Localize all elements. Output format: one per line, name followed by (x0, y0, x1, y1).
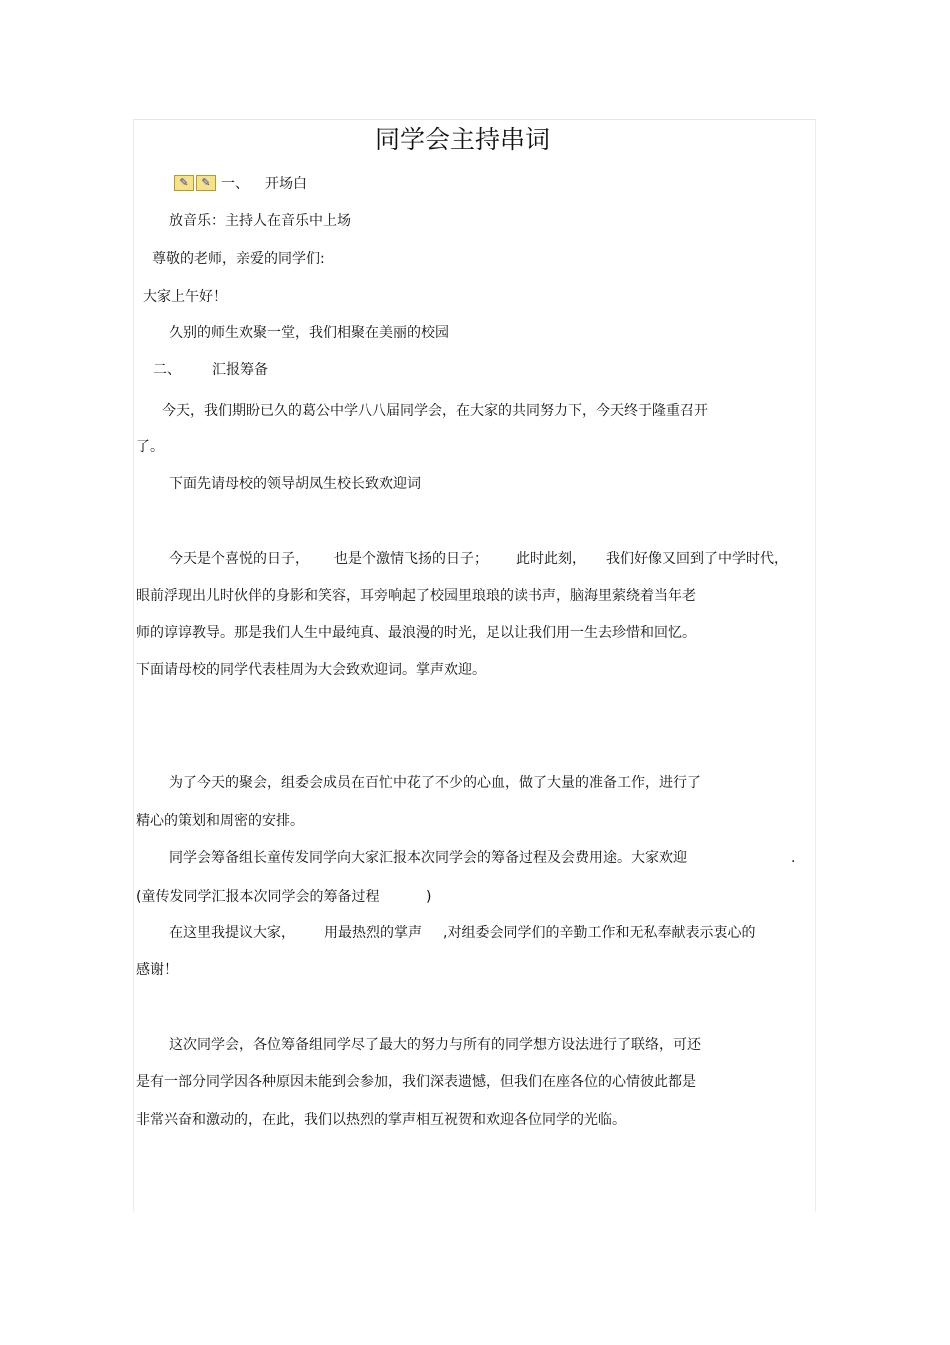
paragraph: 放音乐：主持人在音乐中上场 (169, 213, 351, 229)
paragraph: ) (426, 889, 432, 905)
icon-group (174, 175, 216, 191)
paragraph: 非常兴奋和激动的，在此，我们以热烈的掌声相互祝贺和欢迎各位同学的光临。 (136, 1112, 626, 1128)
section-heading: 开场白 (265, 176, 307, 192)
paragraph: 师的谆谆教导。那是我们人生中最纯真、最浪漫的时光，足以让我们用一生去珍惜和回忆。 (136, 625, 696, 641)
paragraph: 下面先请母校的领导胡凤生校长致欢迎词 (169, 476, 421, 492)
paragraph: 为了今天的聚会，组委会成员在百忙中花了不少的心血，做了大量的准备工作，进行了 (169, 775, 701, 791)
paragraph: 这次同学会，各位筹备组同学尽了最大的努力与所有的同学想方设法进行了联络，可还 (169, 1037, 701, 1053)
paragraph: 今天，我们期盼已久的葛公中学八八届同学会，在大家的共同努力下，今天终于隆重召开 (162, 403, 708, 419)
section-number: 二、 (153, 362, 181, 378)
paragraph: (童传发同学汇报本次同学会的筹备过程 (136, 889, 380, 905)
paragraph: 用最热烈的掌声 (324, 925, 422, 941)
paragraph: 感谢！ (136, 962, 178, 978)
attachment-icon[interactable]: ✎ (174, 175, 194, 191)
paragraph: 在这里我提议大家， (169, 925, 295, 941)
paragraph: 了。 (136, 439, 164, 455)
paragraph: 眼前浮现出儿时伙伴的身影和笑容，耳旁响起了校园里琅琅的读书声，脑海里萦绕着当年老 (136, 588, 696, 604)
paragraph: 精心的策划和周密的安排。 (136, 813, 304, 829)
paragraph: . (791, 850, 796, 866)
paragraph: 同学会筹备组长童传发同学向大家汇报本次同学会的筹备过程及会费用途。大家欢迎 (169, 850, 687, 866)
paragraph: ,对组委会同学们的辛勤工作和无私奉献表示衷心的 (443, 925, 756, 941)
section-heading: 汇报筹备 (212, 362, 268, 378)
paragraph: 久别的师生欢聚一堂，我们相聚在美丽的校园 (169, 325, 449, 341)
paragraph: 今天是个喜悦的日子， (169, 551, 309, 567)
section-number: 一、 (221, 176, 249, 192)
paragraph: 大家上午好！ (143, 289, 227, 305)
paragraph: 我们好像又回到了中学时代， (606, 551, 788, 567)
paragraph: 也是个激情飞扬的日子； (334, 551, 488, 567)
paragraph: 尊敬的老师，亲爱的同学们: (152, 251, 325, 267)
document-title: 同学会主持串词 (375, 125, 551, 154)
paragraph: 是有一部分同学因各种原因未能到会参加，我们深表遗憾，但我们在座各位的心情彼此都是 (136, 1074, 696, 1090)
paragraph: 下面请母校的同学代表桂周为大会致欢迎词。掌声欢迎。 (136, 662, 486, 678)
paragraph: 此时此刻， (516, 551, 586, 567)
attachment-icon[interactable]: ✎ (196, 175, 216, 191)
